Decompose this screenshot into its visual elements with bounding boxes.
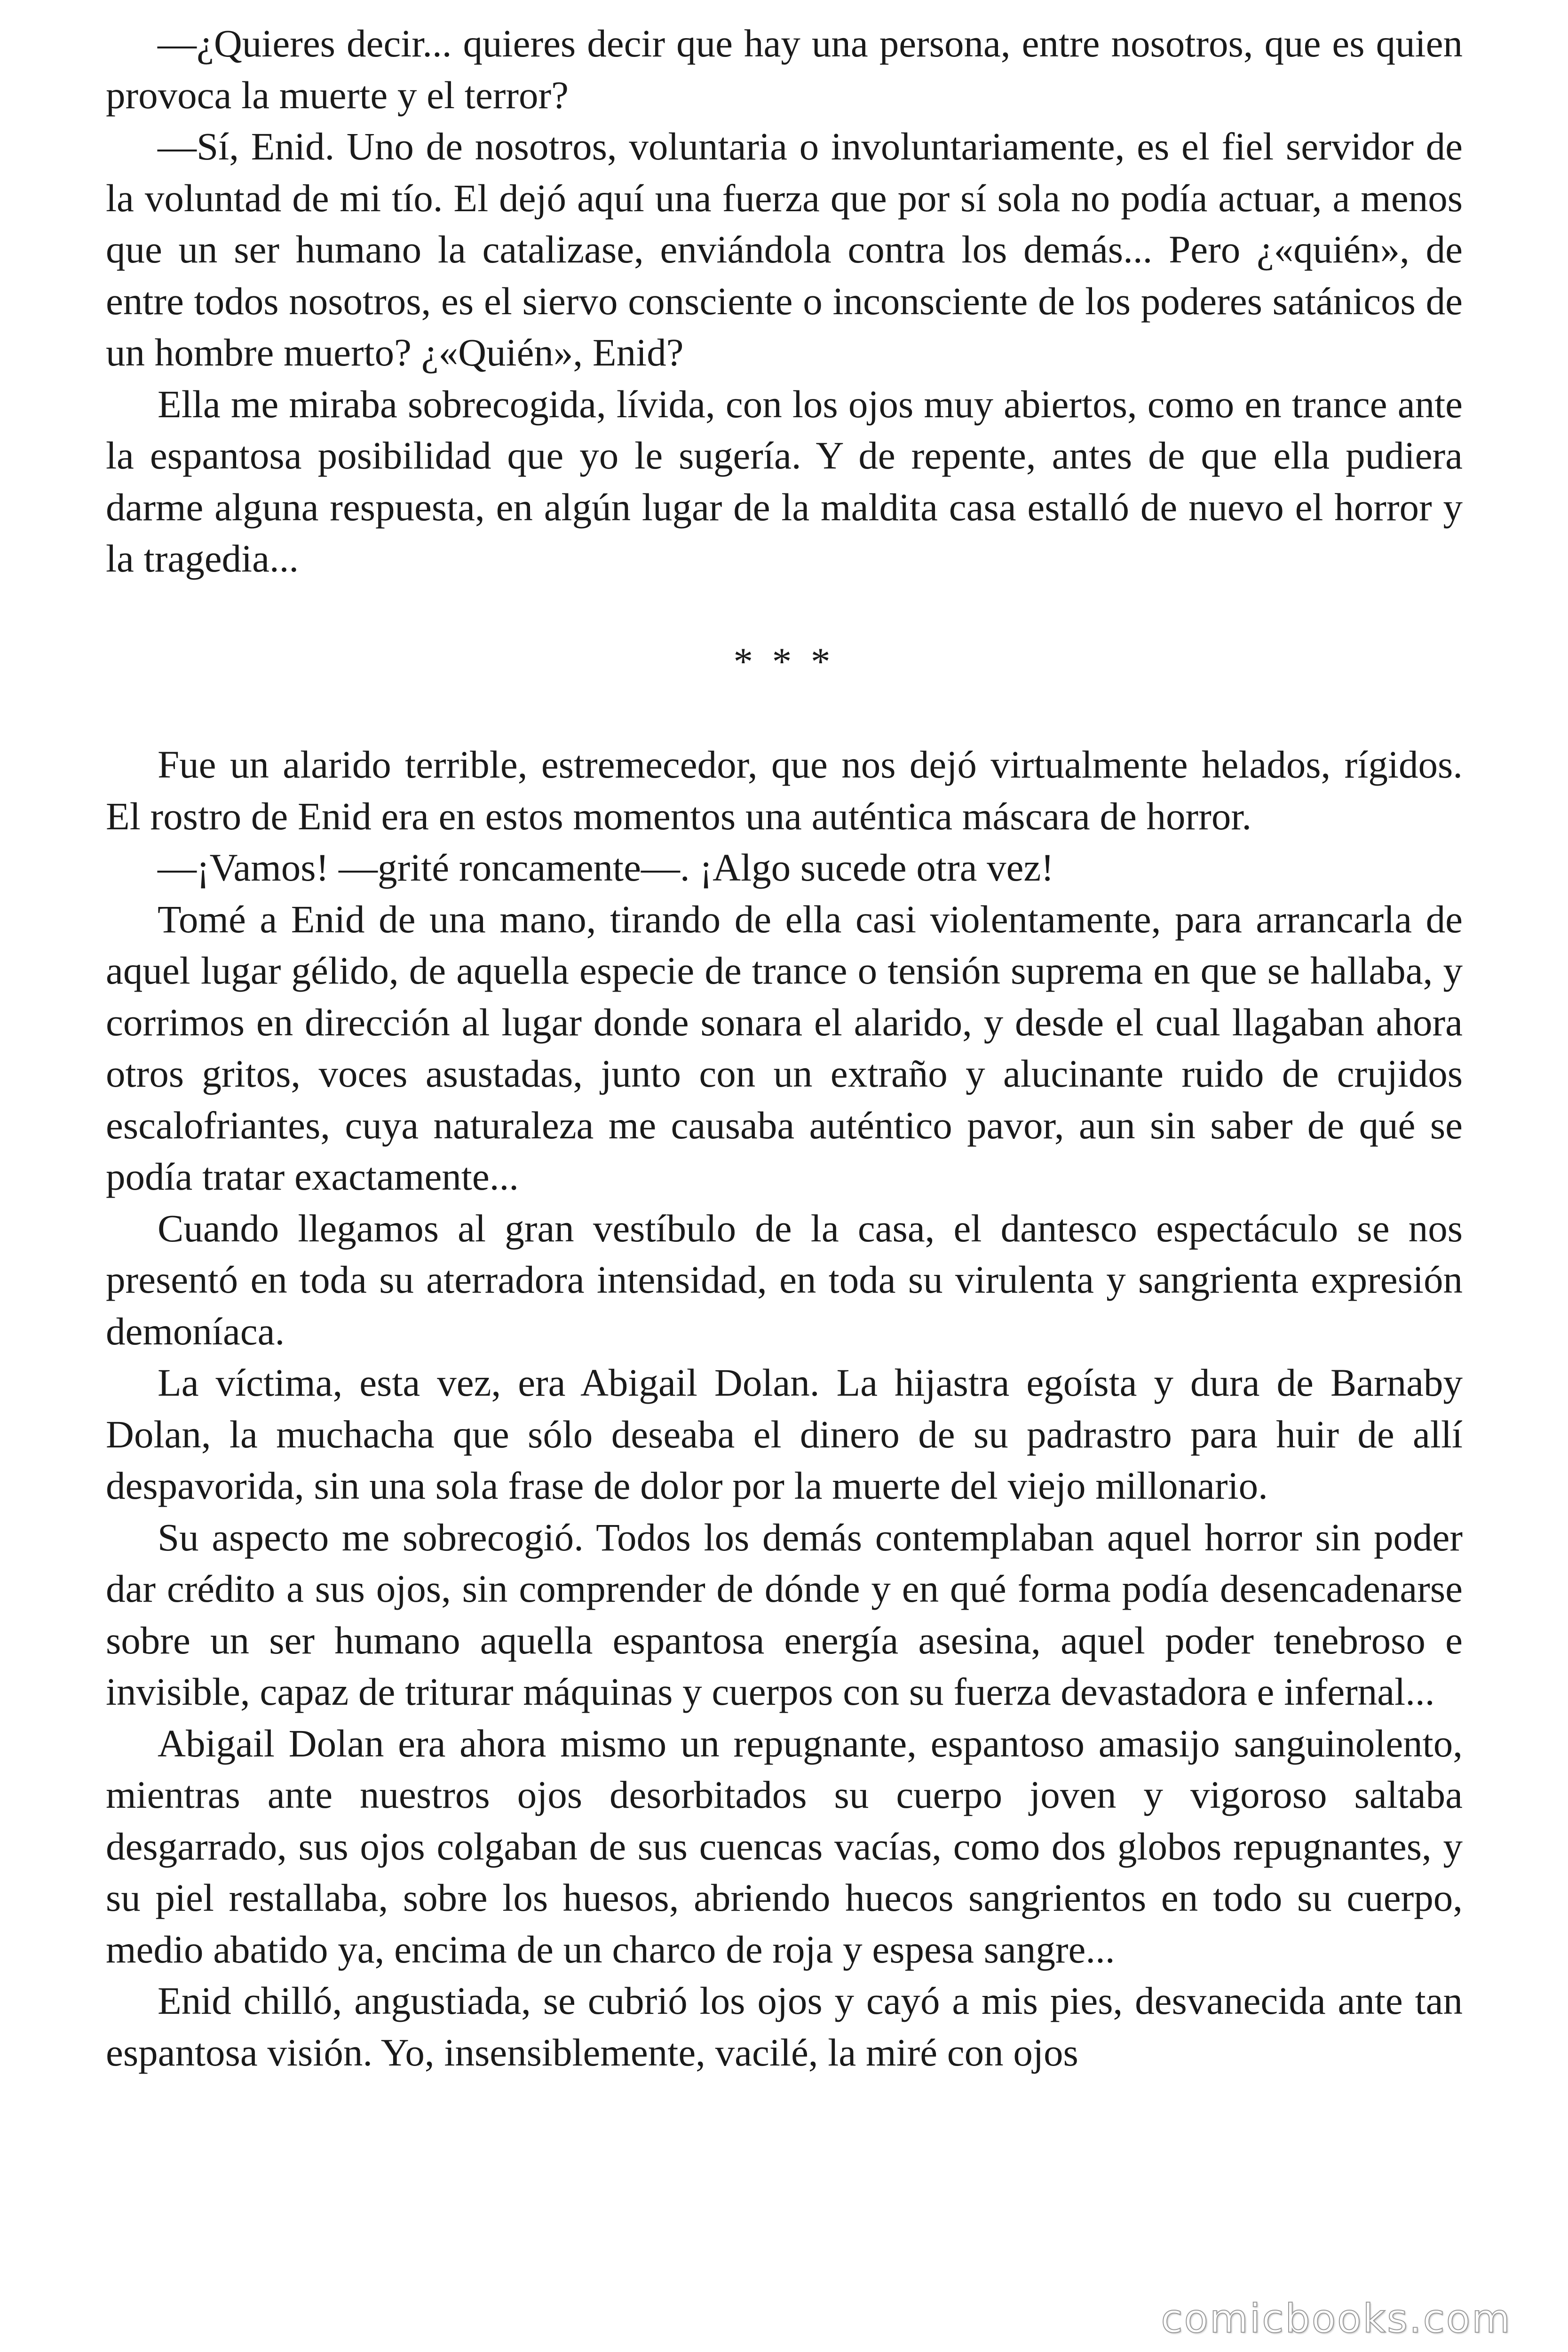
paragraph-2: —Sí, Enid. Uno de nosotros, voluntaria o involuntariamente, es el fiel servidor de la voluntad de mi tío. El dejó aquí una fuerza que por sí sola no podía actuar, a menos que un ser humano la catalizase, enviándola contra los demás... Pero ¿«quién», de entre todos nosotros, es el siervo consciente o inconsciente de los poderes satánicos de un hombre muerto? ¿«Quién», Enid? [106, 125, 1463, 374]
paragraph-10: Abigail Dolan era ahora mismo un repugnante, espantoso amasijo sanguinolento, mientras ante nuestros ojos desorbitados su cuerpo joven y vigoroso saltaba desgarrado, sus ojos colgaban de sus cuencas vacías, como dos globos repugnantes, y su piel restallaba, sobre los huesos, abriendo huecos sangrientos en todo su cuerpo, medio abatido ya, encima de un charco de roja y espesa sangre... [106, 1721, 1463, 1971]
paragraph-6: Tomé a Enid de una mano, tirando de ella casi violentamente, para arrancarla de aquel lugar gélido, de aquella especie de trance o tensión suprema en que se hallaba, y corrimos en dirección al lugar donde sonara el alarido, y desde el cual llagaban ahora otros gritos, voces asustadas, junto con un extraño y alucinante ruido de crujidos escalofriantes, cuya naturaleza me causaba auténtico pavor, aun sin saber de qué se podía tratar exactamente... [106, 897, 1463, 1198]
section-gap [106, 585, 1463, 636]
paragraph-9: Su aspecto me sobrecogió. Todos los demás contemplaban aquel horror sin poder dar crédito a sus ojos, sin comprender de dónde y en qué forma podía desencadenarse sobre un ser humano aquella espantosa energía asesina, aquel poder tenebroso e invisible, capaz de triturar máquinas y cuerpos con su fuerza devastadora e infernal... [106, 1515, 1463, 1713]
paragraph-7: Cuando llegamos al gran vestíbulo de la casa, el dantesco espectáculo se nos presentó en toda su aterradora intensidad, en toda su virulenta y sangrienta expresión demoníaca. [106, 1206, 1463, 1353]
paragraph-3: Ella me miraba sobrecogida, lívida, con los ojos muy abiertos, como en trance ante la espantosa posibilidad que yo le sugería. Y de repente, antes de que ella pudiera darme alguna respuesta, en algún lugar de la maldita casa estalló de nuevo el horror y la tragedia... [106, 382, 1463, 580]
paragraph-1: —¿Quieres decir... quieres decir que hay una persona, entre nosotros, que es quien provoca la muerte y el terror? [106, 22, 1463, 117]
paragraph-5: —¡Vamos! —grité roncamente—. ¡Algo sucede otra vez! [158, 846, 1054, 889]
paragraph-11: Enid chilló, angustiada, se cubrió los ojos y cayó a mis pies, desvanecida ante tan espantosa visión. Yo, insensiblemente, vacilé, la miré con ojos [106, 1979, 1463, 2074]
watermark-logo: comicbooks.com [1161, 2296, 1512, 2342]
section-separator: * * * [733, 640, 835, 683]
document-page [106, 18, 1463, 2078]
paragraph-8: La víctima, esta vez, era Abigail Dolan. La hijastra egoísta y dura de Barnaby Dolan, la muchacha que sólo deseaba el dinero de su padrastro para huir de allí despavorida, sin una sola frase de dolor por la muerte del viejo millonario. [106, 1361, 1463, 1507]
paragraph-4: Fue un alarido terrible, estremecedor, que nos dejó virtualmente helados, rígidos. El rostro de Enid era en estos momentos una auténtica máscara de horror. [106, 743, 1463, 838]
